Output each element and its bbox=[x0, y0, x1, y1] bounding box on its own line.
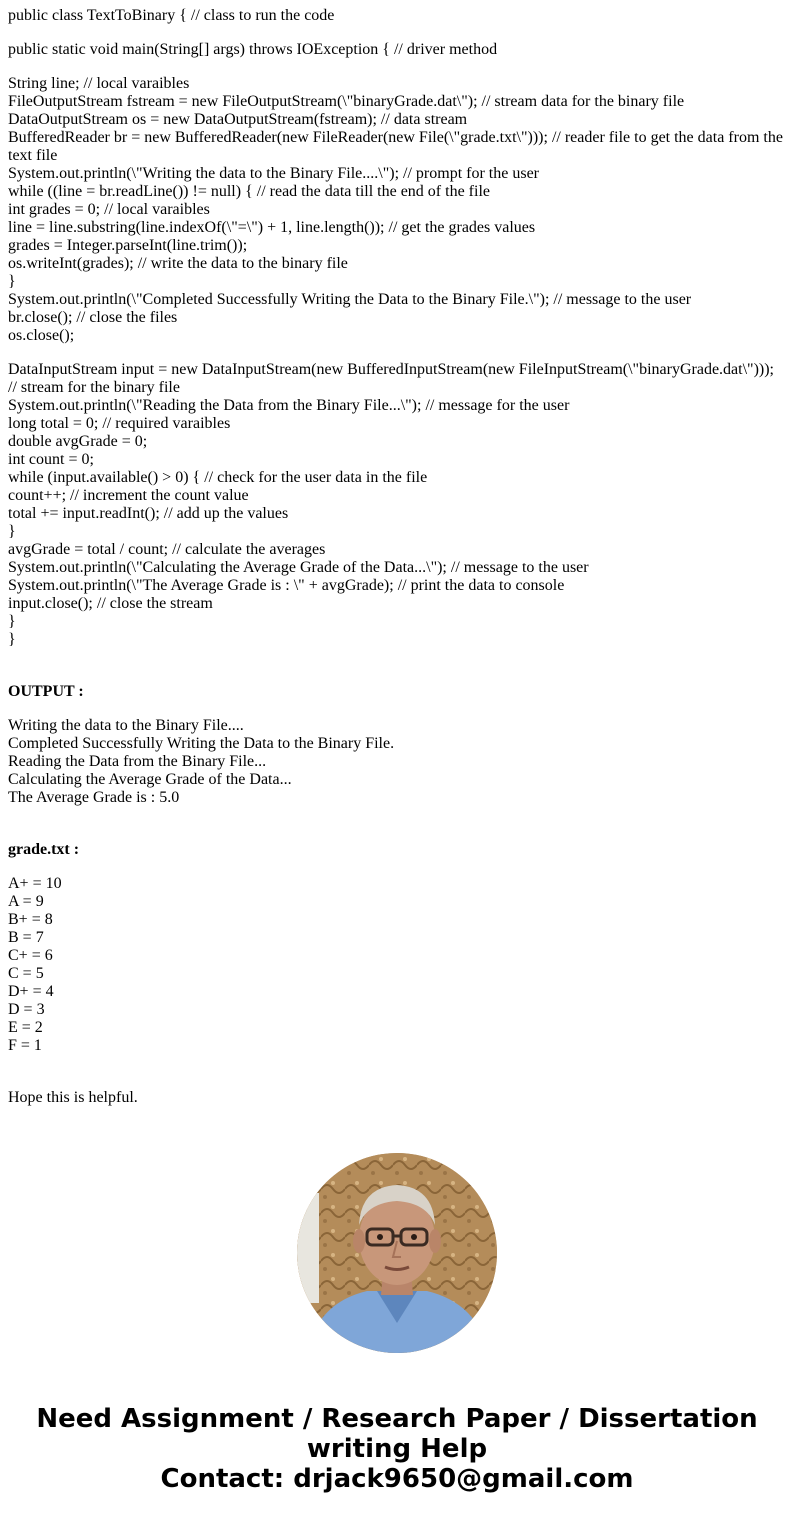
answer-content bbox=[8, 7, 786, 1107]
code-line: line = line.substring(line.indexOf(\"=\") + 1, line.length()); // get the grades values bbox=[8, 219, 536, 236]
code-line: count++; // increment the count value bbox=[8, 487, 249, 504]
code-line: double avgGrade = 0; bbox=[8, 433, 148, 450]
code-line: br.close(); // close the files bbox=[8, 309, 178, 326]
code-line: long total = 0; // required varaibles bbox=[8, 415, 231, 432]
code-line: FileOutputStream fstream = new FileOutputStream(\"binaryGrade.dat\"); // stream data for the binary file bbox=[8, 93, 685, 110]
grade-line: C = 5 bbox=[8, 965, 44, 982]
grade-line: A = 9 bbox=[8, 893, 44, 910]
spacer bbox=[8, 25, 786, 41]
grade-line: A+ = 10 bbox=[8, 875, 62, 892]
closing-text: Hope this is helpful. bbox=[8, 1089, 138, 1106]
spacer bbox=[8, 1055, 786, 1089]
grade-line: B+ = 8 bbox=[8, 911, 53, 928]
code-line: int grades = 0; // local varaibles bbox=[8, 201, 210, 218]
promo-line-2: writing Help bbox=[306, 1434, 488, 1464]
code-section-class-decl bbox=[8, 7, 786, 25]
code-line: avgGrade = total / count; // calculate the averages bbox=[8, 541, 326, 558]
grade-heading: grade.txt : bbox=[8, 841, 80, 858]
code-line: System.out.println(\"Calculating the Average Grade of the Data...\"); // message to the user bbox=[8, 559, 589, 576]
code-line: DataInputStream input = new DataInputStream(new BufferedInputStream(new FileInputStream(\"binaryGrade.dat\"))); // stream for the binary file bbox=[8, 361, 778, 396]
spacer bbox=[8, 859, 786, 875]
code-line: } bbox=[8, 523, 16, 540]
code-line: input.close(); // close the stream bbox=[8, 595, 213, 612]
grade-line: D+ = 4 bbox=[8, 983, 54, 1000]
promo-line-1: Need Assignment / Research Paper / Dissertation bbox=[36, 1404, 758, 1434]
grade-line: E = 2 bbox=[8, 1019, 43, 1036]
code-line: int count = 0; bbox=[8, 451, 94, 468]
output-line: Writing the data to the Binary File.... bbox=[8, 717, 244, 734]
grade-line: D = 3 bbox=[8, 1001, 45, 1018]
promo-banner bbox=[0, 1404, 794, 1494]
code-section-write bbox=[8, 75, 786, 345]
grade-line: B = 7 bbox=[8, 929, 44, 946]
code-line: public class TextToBinary { // class to run the code bbox=[8, 7, 335, 24]
author-avatar bbox=[297, 1153, 497, 1353]
output-line: The Average Grade is : 5.0 bbox=[8, 789, 180, 806]
code-line: grades = Integer.parseInt(line.trim()); bbox=[8, 237, 248, 254]
code-line: System.out.println(\"The Average Grade is : \" + avgGrade); // print the data to console bbox=[8, 577, 565, 594]
spacer bbox=[8, 59, 786, 75]
code-line: } bbox=[8, 613, 16, 630]
grade-section bbox=[8, 875, 786, 1055]
code-line: os.close(); bbox=[8, 327, 75, 344]
code-line: System.out.println(\"Reading the Data from the Binary File...\"); // message for the user bbox=[8, 397, 570, 414]
code-line: BufferedReader br = new BufferedReader(new FileReader(new File(\"grade.txt\"))); // reader file to get the data from the text file bbox=[8, 129, 787, 164]
code-line: os.writeInt(grades); // write the data to the binary file bbox=[8, 255, 348, 272]
spacer bbox=[8, 701, 786, 717]
code-line: } bbox=[8, 273, 16, 290]
output-section bbox=[8, 717, 786, 807]
spacer bbox=[8, 345, 786, 361]
output-line: Reading the Data from the Binary File... bbox=[8, 753, 267, 770]
code-line: while (input.available() > 0) { // check for the user data in the file bbox=[8, 469, 428, 486]
spacer bbox=[8, 807, 786, 841]
output-line: Completed Successfully Writing the Data to the Binary File. bbox=[8, 735, 395, 752]
grade-line: C+ = 6 bbox=[8, 947, 53, 964]
person-photo-icon bbox=[297, 1153, 497, 1353]
code-line: } bbox=[8, 631, 16, 648]
output-heading: OUTPUT : bbox=[8, 683, 84, 700]
code-line: while ((line = br.readLine()) != null) { // read the data till the end of the file bbox=[8, 183, 490, 200]
code-section-main-decl bbox=[8, 41, 786, 59]
code-line: System.out.println(\"Completed Successfully Writing the Data to the Binary File.\"); // message to the user bbox=[8, 291, 692, 308]
promo-line-3: Contact: drjack9650@gmail.com bbox=[160, 1464, 634, 1494]
code-line: public static void main(String[] args) throws IOException { // driver method bbox=[8, 41, 498, 58]
code-line: String line; // local varaibles bbox=[8, 75, 190, 92]
code-line: DataOutputStream os = new DataOutputStream(fstream); // data stream bbox=[8, 111, 468, 128]
output-line: Calculating the Average Grade of the Data... bbox=[8, 771, 292, 788]
code-line: System.out.println(\"Writing the data to the Binary File....\"); // prompt for the user bbox=[8, 165, 539, 182]
code-section-read bbox=[8, 361, 786, 649]
grade-line: F = 1 bbox=[8, 1037, 42, 1054]
spacer bbox=[8, 649, 786, 683]
code-line: total += input.readInt(); // add up the values bbox=[8, 505, 289, 522]
